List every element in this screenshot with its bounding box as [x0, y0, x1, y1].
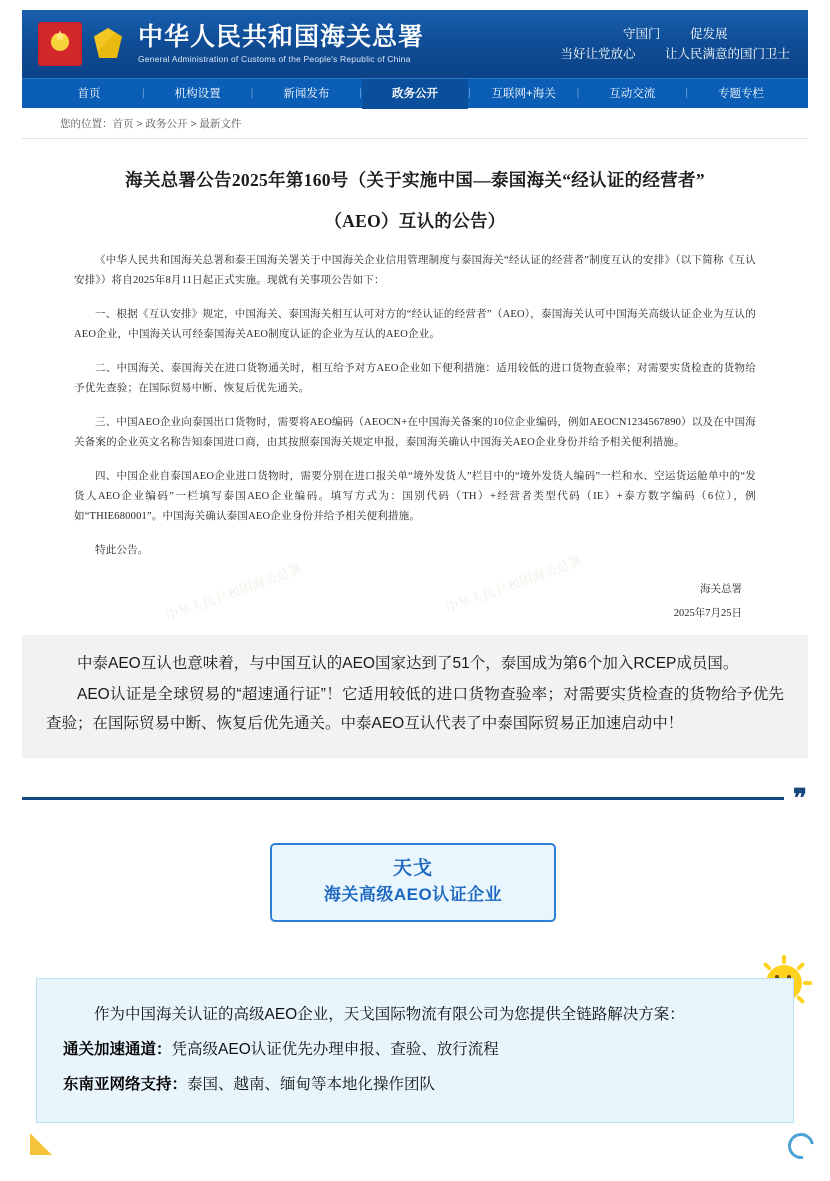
slogan-line2-a: 当好让党放心: [560, 47, 636, 61]
nav-separator: |: [250, 88, 254, 99]
service-item-2-key: 东南亚网络支持：: [63, 1076, 188, 1093]
slogan-line1-a: 守国门: [622, 27, 661, 41]
site-nav[interactable]: [22, 78, 808, 108]
site-title-wrap: [138, 23, 424, 65]
commentary-block: [22, 635, 808, 758]
site-title-cn: 中华人民共和国海关总署: [138, 24, 425, 51]
nav-separator: |: [576, 88, 580, 99]
service-lead-text: 作为中国海关认证的高级AEO企业，天戈国际物流有限公司为您提供全链路解决方案：: [94, 1006, 685, 1023]
commentary-paragraph-2: AEO认证是全球贸易的“超速通行证”！它适用较低的进口货物查验率；对需要实货检查的货物给予优先查验；在国际贸易中断、恢复后优先通关。中泰AEO互认代表了中泰国际贸易正加速启动中！: [46, 686, 784, 732]
nav-item-news[interactable]: 新闻发布: [283, 87, 330, 100]
divider-line: [22, 797, 784, 800]
service-item-2-value: 泰国、越南、缅甸等本地化操作团队: [187, 1076, 436, 1093]
document-paragraph: 《中华人民共和国海关总署和泰王国海关署关于中国海关企业信用管理制度与泰国海关“经认证的经营者”制度互认的安排》（以下简称《互认安排》）将自2025年8月11日起正式实施。现就有关事项公告如下：: [74, 255, 756, 286]
nav-separator: |: [468, 88, 471, 99]
customs-site-screenshot: [22, 10, 808, 635]
document-paragraph: 一、根据《互认安排》规定，中国海关、泰国海关相互认可对方的“经认证的经营者”（AEO），泰国海关认可中国海关高级认证企业为互认的AEO企业，中国海关认可经泰国海关AEO制度认证的企业为互认的AEO企业。: [74, 309, 756, 340]
quote-mark-icon: ❞: [793, 784, 808, 813]
slogan-line1-b: 促发展: [689, 27, 728, 41]
service-item-1: [63, 1034, 767, 1065]
nav-separator: |: [359, 88, 362, 99]
section-divider: [22, 784, 808, 813]
site-slogan: [560, 24, 790, 64]
document-paragraph: 四、中国企业自泰国AEO企业进口货物时，需要分别在进口报关单“境外发货人”栏目中的“境外发货人编码”一栏和水、空运货运舱单中的“发货人AEO企业编码”一栏填写泰国AEO企业编码。填写方式为：国别代码（TH）+经营者类型代码（IE）+泰方数字编码（6位），例如“THIE680001”。中国海关确认泰国AEO企业身份并给予相关便利措施。: [74, 471, 756, 522]
site-title-en: General Administration of Customs of the People's Republic of China: [138, 54, 411, 64]
nav-item-special-column[interactable]: 专题专栏: [717, 87, 764, 100]
document-title-line2: （AEO）互认的公告）: [324, 211, 506, 231]
document-paragraph: 三、中国AEO企业向泰国出口货物时，需要将AEO编码（AEOCN+在中国海关备案的10位企业编码，例如AEOCN1234567890）以及在中国海关备案的企业英文名称告知泰国进口商，由其按照泰国海关规定申报，泰国海关确认中国海关AEO企业身份并给予相关便利措施。: [74, 417, 757, 448]
service-item-1-key: 通关加速通道：: [63, 1041, 172, 1058]
document-body: [22, 139, 808, 635]
folded-corner-icon: [30, 1133, 52, 1155]
customs-badge-icon: [88, 24, 128, 64]
commentary-paragraph-1: 中泰AEO互认也意味着，与中国互认的AEO国家达到了51个，泰国成为第6个加入RCEP成员国。: [77, 655, 739, 672]
nav-item-internet-customs[interactable]: 互联网+海关: [491, 87, 556, 100]
document-paragraph: 二、中国海关、泰国海关在进口货物通关时，相互给予对方AEO企业如下便利措施：适用较低的进口货物查验率；对需要实货检查的货物给予优先查验；在国际贸易中断、恢复后优先通关。: [74, 363, 756, 394]
watermark: 中华人民共和国海关总署: [444, 552, 584, 616]
watermark: 中华人民共和国海关总署: [164, 560, 304, 624]
article-card: [22, 10, 808, 758]
service-item-2: [63, 1069, 767, 1100]
document-signature: 海关总署: [700, 584, 742, 595]
national-emblem-icon: [38, 22, 82, 66]
brand-qualification: 海关高级AEO认证企业: [323, 885, 503, 904]
breadcrumb[interactable]: 您的位置：首页 > 政务公开 > 最新文件: [22, 108, 808, 139]
nav-item-home[interactable]: 首页: [77, 87, 101, 100]
nav-item-org[interactable]: 机构设置: [174, 87, 221, 100]
nav-item-affairs-open[interactable]: 政务公开: [362, 79, 468, 109]
site-header: [22, 10, 808, 78]
nav-item-interaction[interactable]: 互动交流: [609, 87, 656, 100]
slogan-line2-b: 让人民满意的国门卫士: [664, 47, 790, 61]
swirl-icon: [783, 1128, 819, 1164]
brand-badge: [270, 843, 556, 922]
document-title-line1: 海关总署公告2025年第160号（关于实施中国—泰国海关“经认证的经营者”: [125, 170, 705, 190]
service-info-box: [36, 978, 794, 1123]
document-date: 2025年7月25日: [673, 608, 742, 619]
service-item-1-value: 凭高级AEO认证优先办理申报、查验、放行流程: [171, 1041, 499, 1058]
nav-separator: |: [142, 88, 145, 99]
document-paragraph: 特此公告。: [95, 545, 149, 556]
brand-name: 天戈: [392, 858, 433, 879]
nav-separator: |: [685, 88, 688, 99]
